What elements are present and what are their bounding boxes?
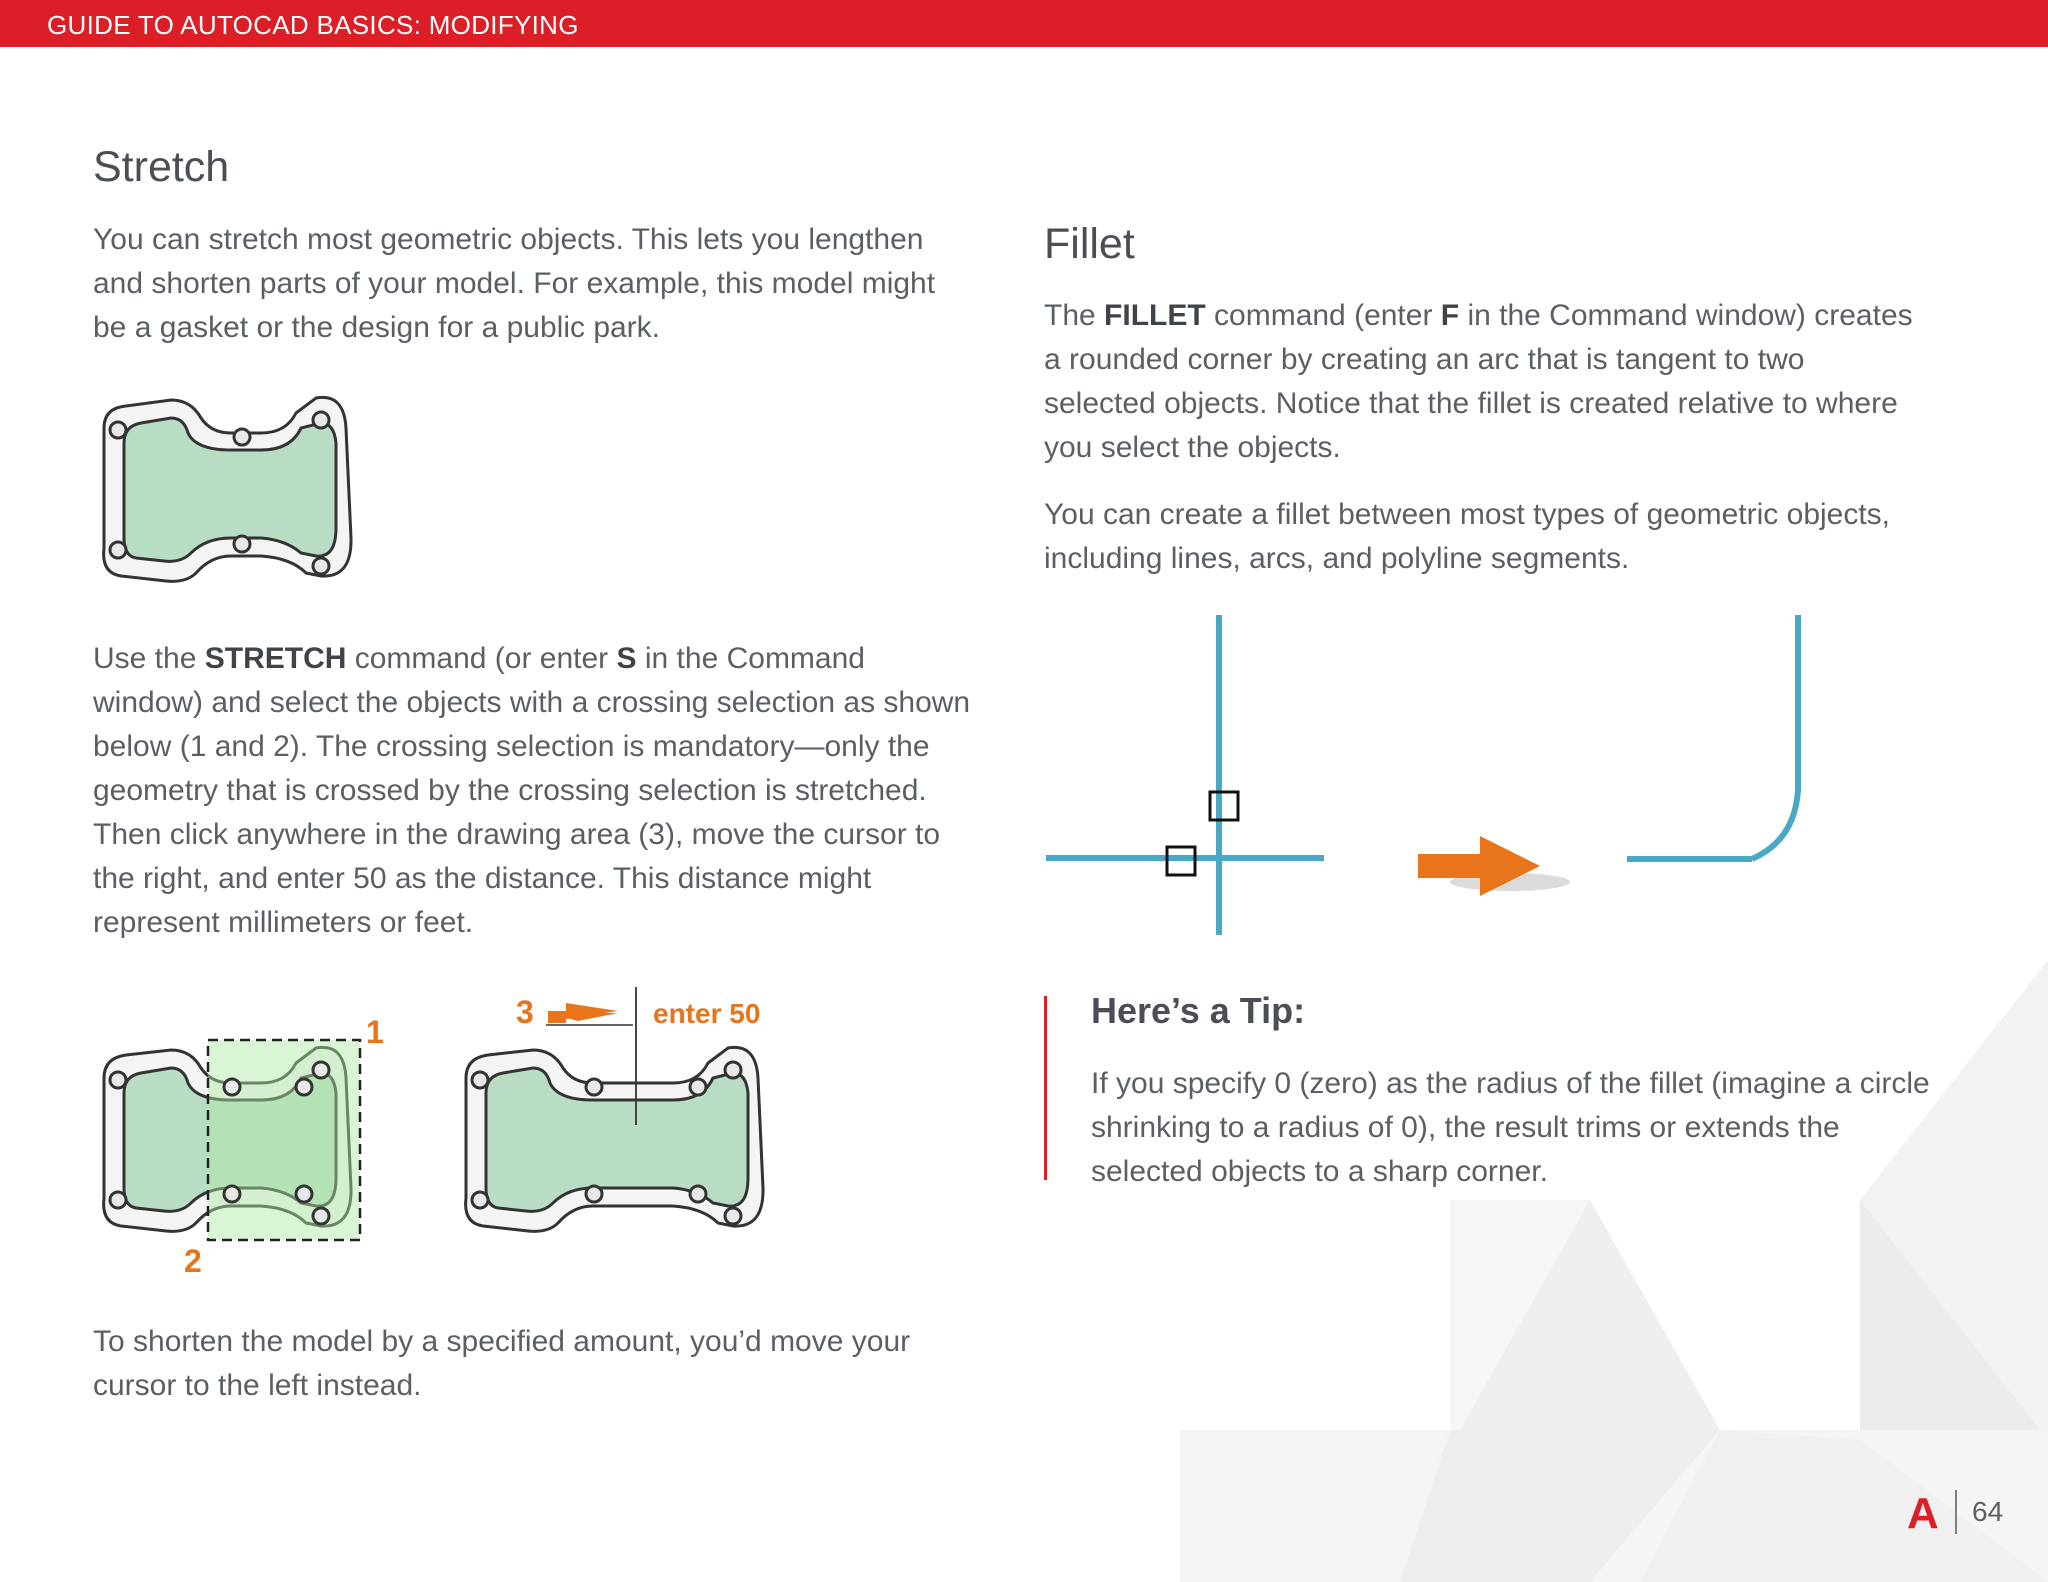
tip-title: Here’s a Tip: — [1091, 990, 1306, 1031]
stretched-gasket-figure — [458, 985, 788, 1235]
stretch-outro: To shorten the model by a specified amount, you’d move your cursor to the left instead. — [93, 1325, 911, 1402]
fillet-key: F — [1440, 299, 1460, 332]
point-label-3: 3 — [516, 994, 534, 1030]
point-label-1: 1 — [366, 1014, 384, 1050]
stretch-key: S — [616, 642, 637, 675]
point-label-2: 2 — [184, 1243, 202, 1279]
stretch-selection-figure — [96, 1010, 396, 1280]
tip-text: If you specify 0 (zero) as the radius of the fillet (imagine a circle shrinking to a radius of 0), the result trims or extends the selected objects to a sharp corner. — [1091, 1067, 1930, 1188]
fillet-command: FILLET — [1104, 299, 1206, 332]
autocad-logo-icon — [1905, 1490, 1945, 1534]
svg-text:A: A — [1907, 1490, 1939, 1534]
tip-accent-rule — [1044, 996, 1047, 1180]
stretch-instructions: Use the STRETCH command (or enter S in the Command window) and select the objects with a crossing selection as shown below (1 and 2). The crossing selection is mandatory—only the geometry that is crossed by the crossing selection is stretched. Then click anywhere in the drawing area (3), move the cursor to the right, and enter 50 as the distance. This distance might represent millimeters or feet. — [93, 642, 971, 939]
fillet-description: The FILLET command (enter F in the Command window) creates a rounded corner by creating an arc that is tangent to two selected objects. Notice that the fillet is created relative to where you select the objects. — [1044, 299, 1913, 464]
stretch-heading: Stretch — [93, 143, 230, 191]
page-number: 64 — [1972, 1496, 2004, 1527]
footer-divider — [1955, 1490, 1957, 1534]
stretch-intro: You can stretch most geometric objects. This lets you lengthen and shorten parts of your model. For example, this model might be a gasket or the design for a public park. — [93, 223, 936, 344]
enter-distance-label: enter 50 — [653, 998, 761, 1029]
header-bar — [0, 0, 2048, 47]
stretch-command: STRETCH — [204, 642, 347, 675]
gasket-figure — [96, 388, 356, 588]
fillet-figure — [1040, 610, 1830, 940]
header-title: GUIDE TO AUTOCAD BASICS: MODIFYING — [47, 10, 579, 40]
fillet-heading: Fillet — [1044, 220, 1135, 268]
fillet-objects-note: You can create a fillet between most types of geometric objects, including lines, arcs, and polyline segments. — [1044, 498, 1891, 575]
